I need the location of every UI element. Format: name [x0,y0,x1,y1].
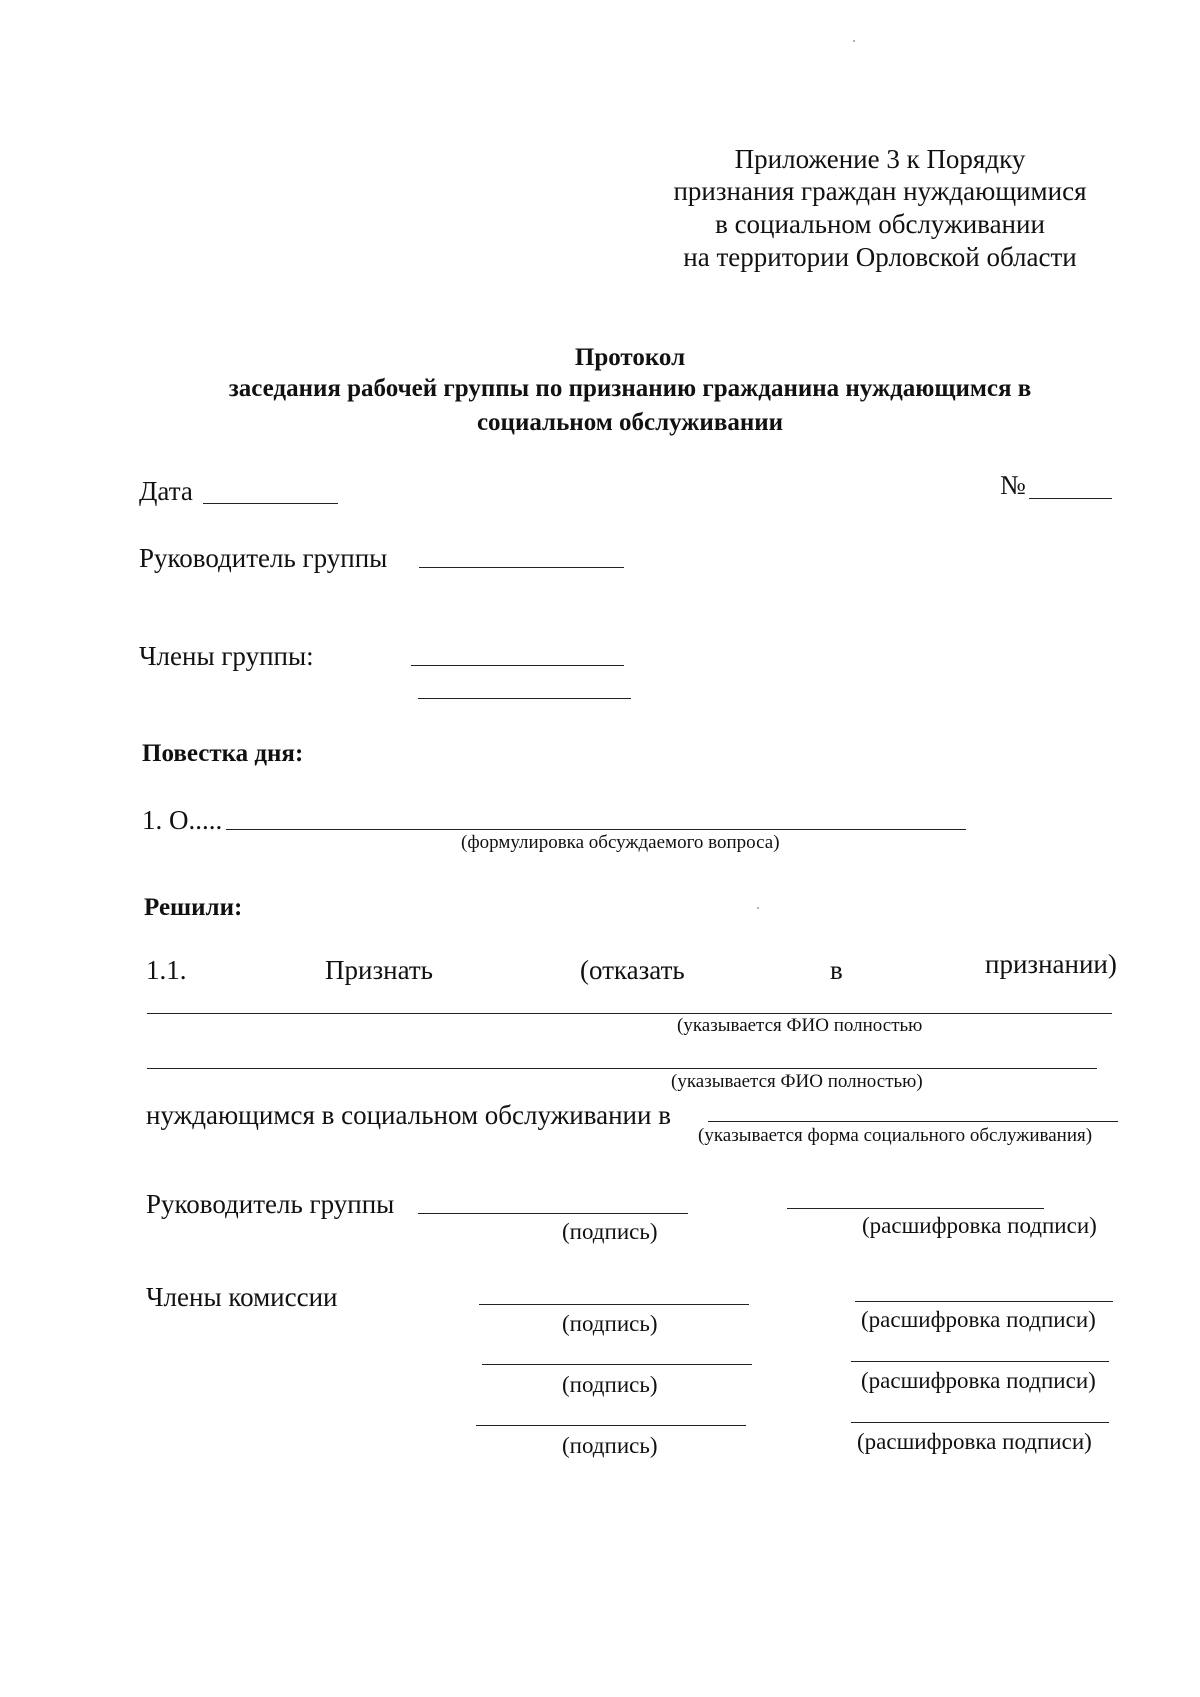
annex-line-1: Приложение 3 к Порядку [734,144,1026,174]
group-leader-line [419,567,624,568]
annex-line-2: признания граждан нуждающимися [673,176,1087,206]
member-signature-hint-2: (подпись) [562,1372,658,1397]
decision-word-recognition: признании) [985,949,1117,979]
agenda-item: 1. О..... [142,805,223,835]
member-signature-hint-3: (подпись) [562,1433,658,1458]
decision-heading: Решили: [144,894,243,921]
decision-word-in: в [830,955,843,985]
fio-hint-2: (указывается ФИО полностью) [671,1071,923,1092]
group-member-line-1 [411,665,624,666]
number-field-line [1029,498,1112,499]
leader-signature-line [418,1213,688,1214]
signature-members-label: Члены комиссии [146,1282,338,1312]
annex-line-4: на территории Орловской области [683,242,1077,272]
service-form-line [708,1121,1118,1122]
leader-decoding-hint: (расшифровка подписи) [862,1213,1097,1238]
member-signature-line-2 [482,1364,752,1365]
group-leader-label: Руководитель группы [139,543,388,573]
agenda-item-line [226,829,966,830]
member-decoding-line-2 [851,1361,1109,1362]
needy-text: нуждающимся в социальном обслуживании в [146,1100,671,1130]
decision-number: 1.1. [146,955,187,985]
date-field-line [203,503,338,504]
fio-line-1 [147,1013,1112,1014]
fio-line-2 [147,1068,1097,1069]
leader-decoding-line [787,1208,1044,1209]
annex-line-3: в социальном обслуживании [715,209,1045,239]
signature-leader-label: Руководитель группы [146,1189,395,1219]
member-decoding-hint-2: (расшифровка подписи) [861,1368,1096,1393]
decision-word-refuse: (отказать [580,955,685,985]
scan-speck [853,40,855,42]
group-member-line-2 [418,698,631,699]
scan-speck [757,907,759,909]
decision-word-recognize: Признать [325,955,433,985]
leader-signature-hint: (подпись) [562,1219,658,1244]
member-decoding-hint-3: (расшифровка подписи) [857,1429,1092,1454]
member-decoding-line-1 [855,1301,1113,1302]
group-members-label: Члены группы: [139,641,314,671]
agenda-hint: (формулировка обсуждаемого вопроса) [461,832,780,853]
fio-hint-1: (указывается ФИО полностью [677,1015,923,1036]
agenda-heading: Повестка дня: [142,740,304,767]
member-signature-line-1 [479,1304,749,1305]
member-signature-hint-1: (подпись) [562,1311,658,1336]
member-decoding-hint-1: (расшифровка подписи) [861,1307,1096,1332]
title-line-1: Протокол [574,344,686,371]
date-label: Дата [139,476,193,506]
member-decoding-line-3 [851,1422,1109,1423]
title-line-3: социальном обслуживании [476,409,784,436]
service-form-hint: (указывается форма социального обслуживания) [698,1125,1093,1146]
title-line-2: заседания рабочей группы по признанию гражданина нуждающимся в [228,375,1032,402]
number-label: № [1000,470,1026,500]
member-signature-line-3 [476,1425,746,1426]
